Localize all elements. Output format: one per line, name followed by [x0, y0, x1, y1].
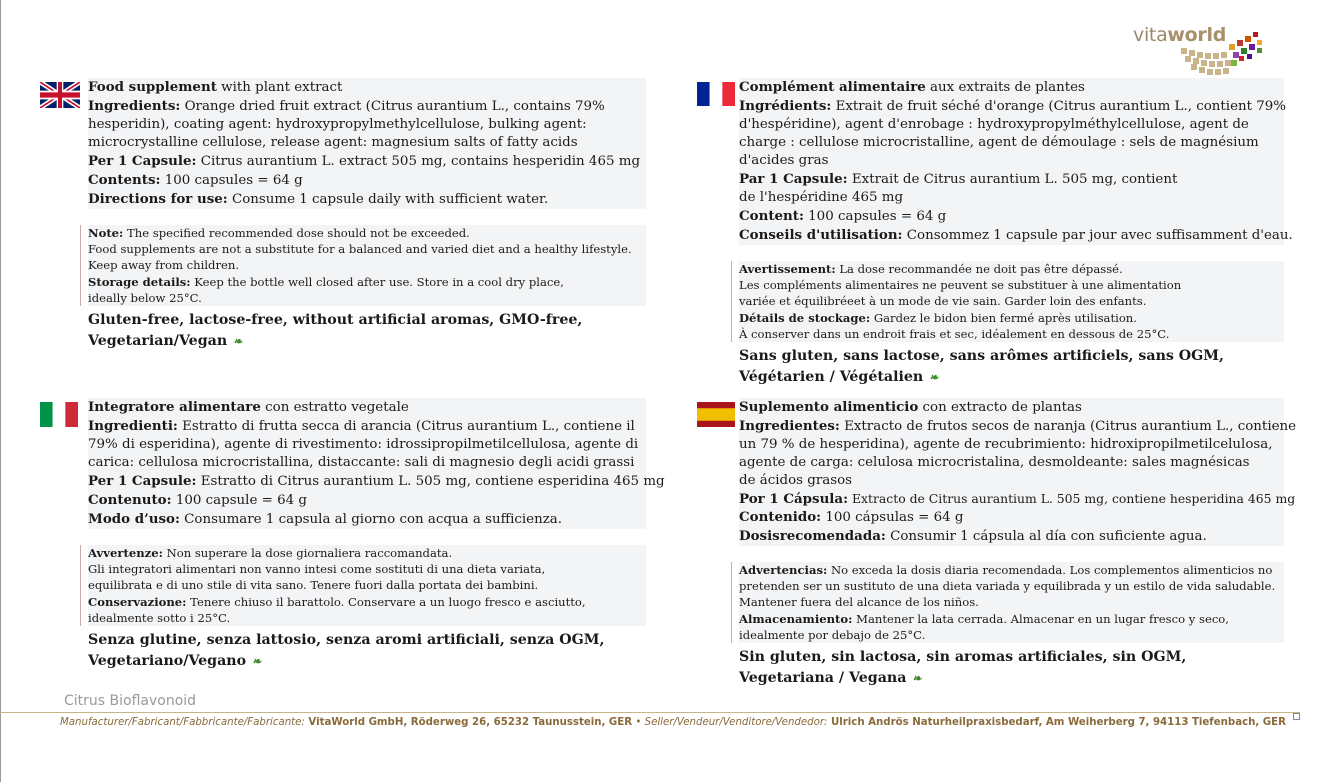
title-row: Food supplement with plant extract	[88, 78, 646, 97]
vitaworld-logo	[1133, 18, 1273, 78]
ingredients-line: microcrystalline cellulose, release agent: magnesium salts of fatty acids	[88, 134, 646, 152]
title-row: Complément alimentaire aux extraits de plantes	[739, 78, 1284, 97]
ingredients-line: 79% di esperidina), agente di rivestimento: idrossipropilmetilcellulosa, agente di	[88, 436, 646, 454]
contents-row: Contenido: 100 cápsulas = 64 g	[739, 508, 1284, 527]
notes-block: Avvertenze: Non superare la dose giornaliera raccomandata. Gli integratori alimentari non vanno intesi come sostituti di una dieta variata, equilibrata e di uno stile di vita sano. Tenere fuori dalla portata dei bambini. Conservazione: Tenere chiuso il barattolo. Conservare a un luogo fresco e asciutto, idealmente sotto i 25°C.	[80, 545, 646, 626]
ingredients-line: d'acides gras	[739, 152, 1284, 170]
product-name: Citrus Bioflavonoid	[64, 693, 197, 709]
storage-line: À conserver dans un endroit frais et sec, idéalement en dessous de 25°C.	[739, 326, 1284, 342]
notes-block: Advertencias: No exceda la dosis diaria recomendada. Los complementos alimenticios no pretenden ser un sustituto de una dieta variada y equilibrada y un estilo de vida saludable. Mantener fuera del alcance de los niños. Almacenamiento: Mantener la lata cerrada. Almacenar en un lugar fresco y seco, idealmente por debajo de 25°C.	[731, 562, 1284, 643]
directions-row: Conseils d'utilisation: Consommez 1 capsule par jour avec suffisamment d'eau.	[739, 227, 1293, 243]
logo-wordmark: vitaworld	[1133, 24, 1227, 46]
per-capsule-line: de l'hespéridine 465 mg	[739, 189, 1284, 207]
note-line: Mantener fuera del alcance de los niños.	[739, 594, 1284, 610]
per-capsule-row: Per 1 Capsule: Estratto di Citrus aurantium L. 505 mg, contiene esperidina 465 mg	[88, 473, 665, 489]
left-border	[0, 0, 1, 782]
per-capsule-row: Par 1 Capsule: Extrait de Citrus aurantium L. 505 mg, contient	[739, 170, 1284, 189]
note-line: Keep away from children.	[88, 257, 646, 273]
panel-spanish	[739, 398, 1297, 689]
panel-english	[88, 78, 646, 352]
directions-row: Dosisrecomendada: Consumir 1 cápsula al día con suficiente agua.	[739, 527, 1284, 546]
leaf-icon: ❧	[252, 655, 262, 669]
claims: Gluten-free, lactose-free, without artificial aromas, GMO-free, Vegetarian/Vegan ❧	[88, 312, 583, 350]
leaf-icon: ❧	[233, 335, 243, 349]
footer-divider	[0, 712, 1300, 713]
ingredients-row: Ingredients: Orange dried fruit extract (Citrus aurantium L., contains 79%	[88, 97, 646, 116]
ingredients-line: carica: cellulosa microcristallina, distaccante: sali di magnesio degli acidi grassi	[88, 454, 646, 472]
note-line: variée et équilibréeet à un mode de vie sain. Garder loin des enfants.	[739, 293, 1284, 309]
claims: Sans gluten, sans lactose, sans arômes artificiels, sans OGM, Végétarien / Végétalien ❧	[739, 348, 1224, 386]
ingredients-line: charge : cellulose microcristalline, agent de démoulage : sels de magnésium	[739, 134, 1284, 152]
footer-manufacturer-seller: Manufacturer/Fabricant/Fabbricante/Fabricante: VitaWorld GmbH, Röderweg 26, 65232 Taunusstein, GER • Seller/Vendeur/Venditore/Vendedor: Ulrich Andrös Naturheilpraxisbedarf, Am Weiherberg 7, 94113 Tiefenbach, GER	[60, 717, 1286, 728]
uk-flag-icon	[40, 82, 80, 108]
ingredients-line: de ácidos grasos	[739, 472, 1284, 490]
note-line: Food supplements are not a substitute for a balanced and varied diet and a healthy lifestyle.	[88, 241, 646, 257]
notes-block: Note: The specified recommended dose should not be exceeded. Food supplements are not a substitute for a balanced and varied diet and a healthy lifestyle. Keep away from children. Storage details: Keep the bottle well closed after use. Store in a cool dry place, ideally below 25°C.	[80, 225, 646, 306]
spain-flag-icon	[697, 402, 735, 427]
ingredients-row: Ingredientes: Extracto de frutos secos de naranja (Citrus aurantium L., contiene	[739, 418, 1297, 434]
ingredients-line: d'hespéridine), agent d'enrobage : hydroxypropylméthylcellulose, agent de	[739, 116, 1284, 134]
claims: Senza glutine, senza lattosio, senza aromi artificiali, senza OGM, Vegetariano/Vegano ❧	[88, 632, 605, 670]
ingredients-row: Ingredienti: Estratto di frutta secca di arancia (Citrus aurantium L., contiene il	[88, 417, 646, 436]
note-line: Les compléments alimentaires ne peuvent se substituer à une alimentation	[739, 277, 1284, 293]
ingredients-line: agente de carga: celulosa microcristalina, desmoldeante: sales magnésicas	[739, 454, 1284, 472]
per-capsule-row: Por 1 Cápsula: Extracto de Citrus aurantium L. 505 mg, contiene hesperidina 465 mg	[739, 491, 1296, 507]
storage-line: idealmente por debajo de 25°C.	[739, 627, 1284, 643]
contents-row: Contenuto: 100 capsule = 64 g	[88, 491, 646, 510]
directions-row: Directions for use: Consume 1 capsule daily with sufficient water.	[88, 190, 646, 209]
contents-row: Content: 100 capsules = 64 g	[739, 207, 1284, 226]
title-row: Suplemento alimenticio con extracto de plantas	[739, 398, 1284, 417]
leaf-icon: ❧	[929, 371, 939, 385]
storage-line: idealmente sotto i 25°C.	[88, 610, 646, 626]
panel-french	[739, 78, 1293, 388]
ingredients-line: un 79 % de hesperidina), agente de recubrimiento: hidroxipropilmetilcelulosa,	[739, 436, 1284, 454]
storage-line: ideally below 25°C.	[88, 290, 646, 306]
claims: Sin gluten, sin lactosa, sin aromas artificiales, sin OGM, Vegetariana / Vegana ❧	[739, 649, 1187, 687]
ingredients-row: Ingrédients: Extrait de fruit séché d'orange (Citrus aurantium L., contient 79%	[739, 98, 1287, 114]
directions-row: Modo d’uso: Consumare 1 capsula al giorno con acqua a sufficienza.	[88, 510, 646, 529]
italy-flag-icon	[40, 402, 78, 427]
corner-marker	[1293, 713, 1300, 720]
per-capsule-row: Per 1 Capsule: Citrus aurantium L. extract 505 mg, contains hesperidin 465 mg	[88, 152, 646, 171]
title-row: Integratore alimentare con estratto vegetale	[88, 398, 646, 417]
notes-block: Avertissement: La dose recommandée ne doit pas être dépassé. Les compléments alimentaires ne peuvent se substituer à une alimentation variée et équilibréeet à un mode de vie sain. Garder loin des enfants. Détails de stockage: Gardez le bidon bien fermé après utilisation. À conserver dans un endroit frais et sec, idéalement en dessous de 25°C.	[731, 261, 1284, 342]
contents-row: Contents: 100 capsules = 64 g	[88, 171, 646, 190]
note-line: pretenden ser un sustituto de una dieta variada y equilibrada y un estilo de vida saludable.	[739, 578, 1284, 594]
note-line: Gli integratori alimentari non vanno intesi come sostituti di una dieta variata,	[88, 561, 646, 577]
france-flag-icon	[697, 82, 735, 106]
panel-italian	[88, 398, 665, 672]
note-line: equilibrata e di uno stile di vita sano. Tenere fuori dalla portata dei bambini.	[88, 577, 646, 593]
leaf-icon: ❧	[912, 672, 922, 686]
ingredients-line: hesperidin), coating agent: hydroxypropylmethylcellulose, bulking agent:	[88, 116, 646, 134]
